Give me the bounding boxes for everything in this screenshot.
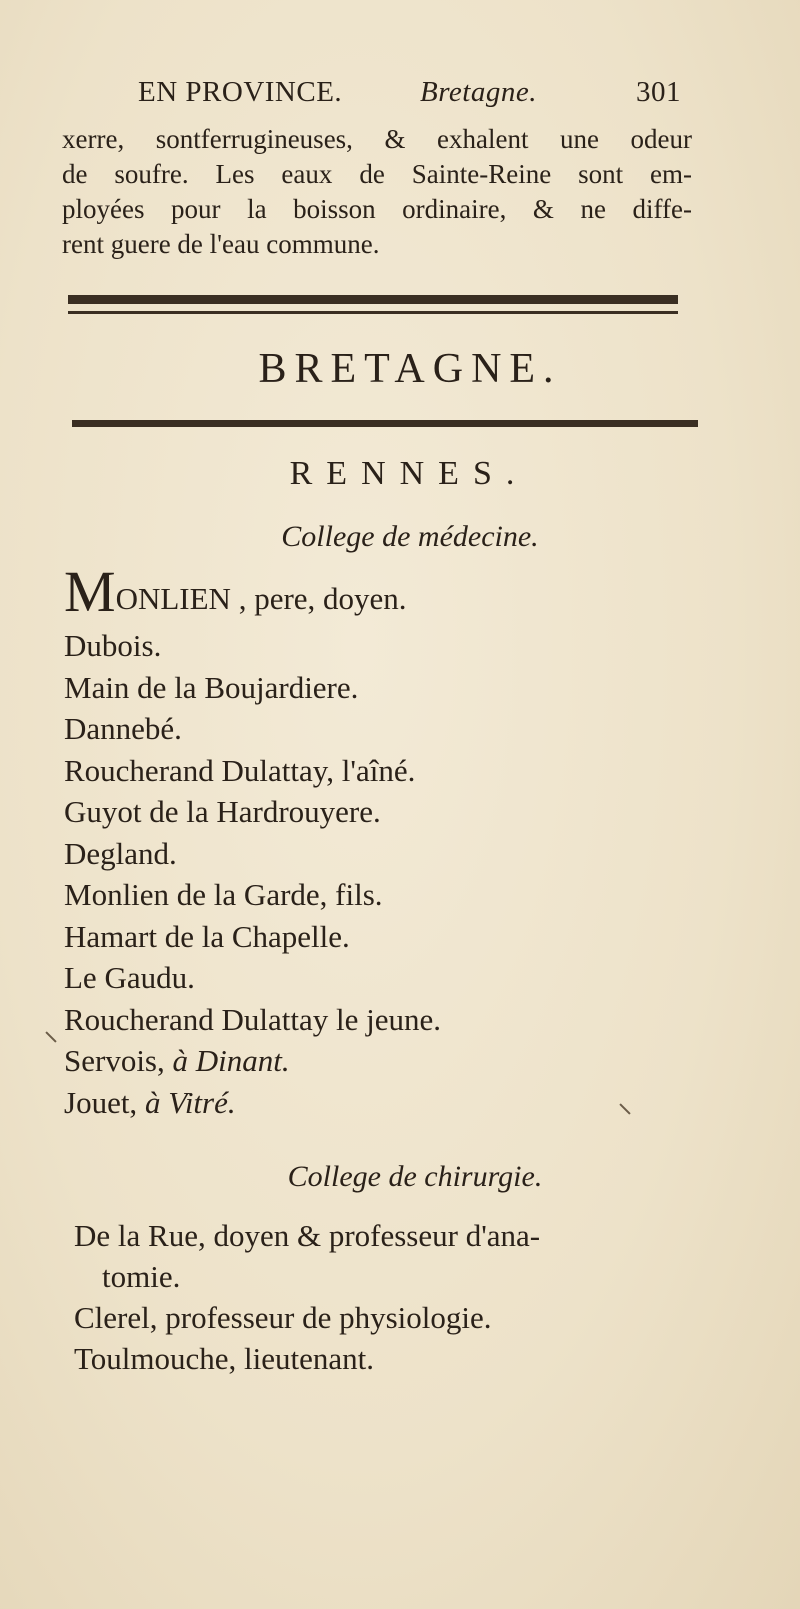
list-item bbox=[64, 1082, 714, 1124]
member-name: Servois, bbox=[64, 1043, 165, 1078]
carryover-paragraph bbox=[62, 122, 692, 262]
list-item: Roucherand Dulattay, l'aîné. bbox=[64, 752, 416, 788]
member-location: Dinant. bbox=[195, 1043, 290, 1078]
first-name-rest: , pere, doyen. bbox=[238, 581, 407, 616]
city-heading: RENNES. bbox=[289, 455, 529, 492]
header-region: Bretagne. bbox=[420, 76, 537, 108]
drop-capital: M bbox=[64, 559, 116, 624]
list-item: Dubois. bbox=[64, 628, 162, 663]
list-item: Dannebé. bbox=[64, 711, 182, 746]
ink-mark bbox=[45, 1031, 56, 1042]
medicine-college-heading: College de médecine. bbox=[281, 520, 539, 553]
list-item: Guyot de la Hardrouyere. bbox=[64, 794, 381, 829]
section-divider bbox=[68, 295, 678, 321]
surgery-college-heading: College de chirurgie. bbox=[287, 1160, 543, 1193]
list-item: Degland. bbox=[64, 835, 177, 871]
list-item: Main de la Boujardiere. bbox=[64, 669, 359, 705]
first-name-smallcaps: ONLIEN bbox=[115, 581, 231, 616]
page-number: 301 bbox=[636, 76, 681, 108]
carryover-line: de soufre. Les eaux de Sainte-Reine sont em- bbox=[62, 159, 692, 189]
list-item: Monlien de la Garde, fils. bbox=[64, 877, 383, 912]
list-item bbox=[64, 1040, 714, 1082]
list-item: Clerel, professeur de physiologie. bbox=[74, 1300, 492, 1335]
divider-thin-rule bbox=[68, 311, 678, 314]
list-item bbox=[64, 559, 714, 624]
title-underline-rule bbox=[72, 420, 698, 427]
running-title: EN PROVINCE. bbox=[138, 76, 343, 108]
list-item-continuation: tomie. bbox=[102, 1259, 181, 1294]
list-item: Le Gaudu. bbox=[64, 960, 195, 995]
running-header bbox=[138, 76, 698, 109]
member-location: Vitré. bbox=[168, 1084, 236, 1120]
preposition: à bbox=[144, 1084, 161, 1120]
medicine-member-list bbox=[64, 559, 714, 1123]
divider-thick-rule bbox=[68, 295, 678, 304]
list-item: Toulmouche, lieutenant. bbox=[74, 1341, 374, 1376]
preposition: à bbox=[172, 1043, 188, 1078]
list-item: Hamart de la Chapelle. bbox=[64, 918, 350, 954]
member-name: Jouet, bbox=[64, 1084, 138, 1120]
list-item: Roucherand Dulattay le jeune. bbox=[64, 1001, 442, 1037]
list-item: De la Rue, doyen & professeur d'ana- bbox=[74, 1218, 541, 1253]
carryover-line: rent guere de l'eau commune. bbox=[62, 229, 380, 259]
carryover-line: xerre, sontferrugineuses, & exhalent une odeur bbox=[62, 124, 692, 154]
surgery-member-list bbox=[74, 1215, 724, 1379]
carryover-line: ployées pour la boisson ordinaire, & ne diffe- bbox=[62, 194, 692, 224]
section-title: BRETAGNE. bbox=[258, 346, 562, 392]
